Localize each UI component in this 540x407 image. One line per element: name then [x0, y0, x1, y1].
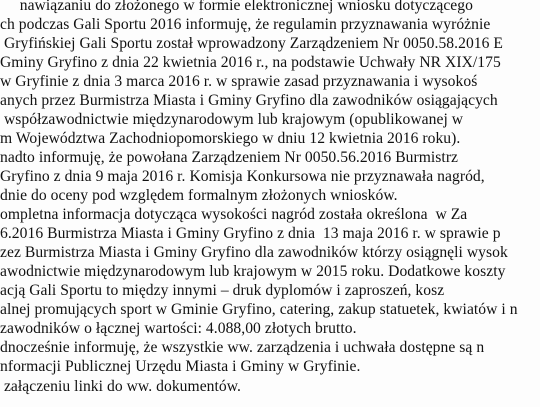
letter-line-10: Gryfino z dnia 9 maja 2016 r. Komisja Konkursowa nie przyznawała nagród, — [0, 168, 485, 185]
letter-line-18: zawodników o łącznej wartości: 4.088,00 złotych brutto. — [0, 320, 357, 337]
letter-line-14: zez Burmistrza Miasta i Gminy Gryfino dla zawodników którzy osiągnęli wysok — [0, 244, 508, 261]
letter-line-3: Gryfińskiej Gali Sportu został wprowadzony Zarządzeniem Nr 0050.58.2016 E — [0, 35, 504, 52]
letter-line-20: nformacji Publicznej Urzędu Miasta i Gminy w Gryfinie. — [0, 358, 361, 375]
letter-line-4: Gminy Gryfino z dnia 22 kwietnia 2016 r., na podstawie Uchwały NR XIX/175 — [0, 54, 501, 71]
letter-line-7: współzawodnictwie międzynarodowym lub krajowym (opublikowanej w — [0, 111, 464, 128]
letter-line-13: 6.2016 Burmistrza Miasta i Gminy Gryfino z dnia 13 maja 2016 r. w sprawie p — [0, 225, 501, 242]
letter-line-21: załączeniu linki do ww. dokumentów. — [0, 378, 241, 395]
letter-line-1: nawiązaniu do złożonego w formie elektronicznej wniosku dotyczącego — [0, 0, 473, 14]
letter-line-19: dnocześnie informuję, że wszystkie ww. zarządzenia i uchwała dostępne są n — [0, 339, 485, 356]
letter-line-5: w Gryfinie z dnia 3 marca 2016 r. w sprawie zasad przyznawania i wysokoś — [0, 73, 478, 90]
letter-line-12: ompletna informacja dotycząca wysokości nagród została określona w Za — [0, 206, 468, 223]
letter-line-17: alnej promujących sport w Gminie Gryfino, catering, zakup statuetek, kwiatów i n — [0, 301, 518, 318]
letter-line-2: ch podczas Gali Sportu 2016 informuję, że regulamin przyznawania wyróżnie — [0, 16, 491, 33]
letter-line-6: anych przez Burmistrza Miasta i Gminy Gryfino dla zawodników osiągających — [0, 92, 498, 109]
letter-line-15: awodnictwie międzynarodowym lub krajowym w 2015 roku. Dodatkowe koszty — [0, 263, 506, 280]
letter-line-11: dnie do oceny pod względem formalnym złożonych wniosków. — [0, 187, 398, 204]
letter-line-9: nadto informuję, że powołana Zarządzeniem Nr 0050.56.2016 Burmistrz — [0, 149, 459, 166]
letter-line-16: acją Gali Sportu to między innymi – druk dyplomów i zaproszeń, kosz — [0, 282, 445, 299]
letter-line-8: m Województwa Zachodniopomorskiego w dniu 12 kwietnia 2016 roku). — [0, 130, 461, 147]
